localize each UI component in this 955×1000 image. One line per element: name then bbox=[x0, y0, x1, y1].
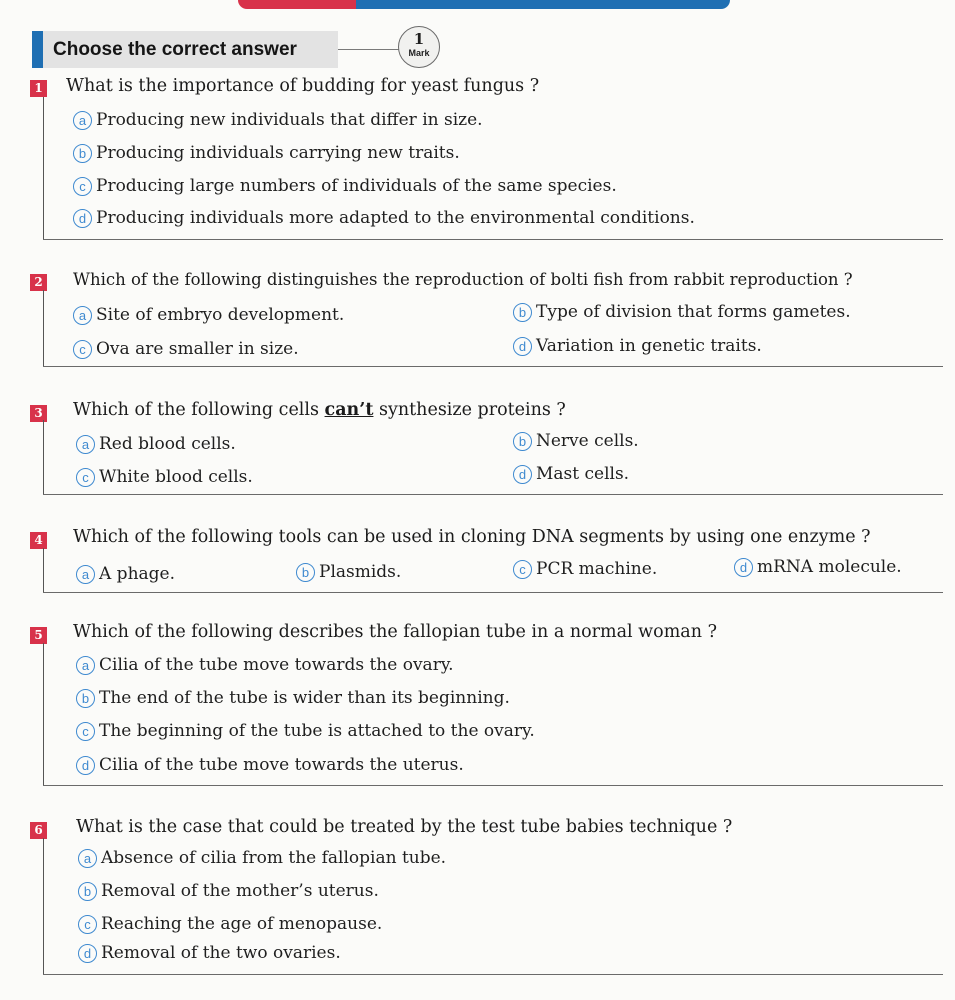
option-text: A phage. bbox=[99, 564, 175, 584]
question-number-badge: 6 bbox=[30, 822, 47, 839]
option-letter-badge: c bbox=[73, 177, 92, 196]
section-title: Choose the correct answer bbox=[53, 38, 297, 60]
option-letter-badge: a bbox=[78, 849, 97, 868]
option-text: Site of embryo development. bbox=[96, 305, 345, 325]
option-letter-badge: a bbox=[76, 565, 95, 584]
heading-accent-bar bbox=[32, 31, 43, 68]
option-text: Cilia of the tube move towards the ovary. bbox=[99, 655, 454, 675]
option-letter-badge: c bbox=[76, 468, 95, 487]
option-letter-badge: b bbox=[78, 882, 97, 901]
question-divider bbox=[43, 974, 943, 975]
option-4b[interactable] bbox=[296, 562, 401, 582]
option-2a[interactable] bbox=[73, 305, 344, 325]
option-text: Cilia of the tube move towards the uterus. bbox=[99, 755, 464, 775]
question-text: Which of the following distinguishes the reproduction of bolti fish from rabbit reproduction ? bbox=[73, 270, 853, 289]
option-text: Reaching the age of menopause. bbox=[101, 914, 383, 934]
option-letter-badge: a bbox=[76, 435, 95, 454]
question-text-start: Which of the following cells bbox=[73, 400, 325, 420]
option-4c[interactable] bbox=[513, 559, 657, 579]
option-letter-badge: a bbox=[73, 111, 92, 130]
question-text: Which of the following tools can be used in cloning DNA segments by using one enzyme ? bbox=[73, 527, 871, 547]
option-letter-badge: c bbox=[513, 560, 532, 579]
option-text: Nerve cells. bbox=[536, 431, 639, 451]
option-text: Producing individuals more adapted to the environmental conditions. bbox=[96, 208, 695, 228]
option-4d[interactable] bbox=[734, 557, 902, 577]
option-2d[interactable] bbox=[513, 336, 762, 356]
option-text: Producing individuals carrying new traits. bbox=[96, 143, 460, 163]
option-letter-badge: d bbox=[513, 465, 532, 484]
mark-number: 1 bbox=[413, 30, 425, 48]
question-emphasis: can’t bbox=[324, 400, 374, 420]
option-2c[interactable] bbox=[73, 339, 299, 359]
option-letter-badge: d bbox=[78, 944, 97, 963]
question-divider bbox=[43, 494, 943, 495]
option-letter-badge: d bbox=[73, 209, 92, 228]
option-letter-badge: d bbox=[513, 337, 532, 356]
question-divider bbox=[43, 239, 943, 240]
option-letter-badge: d bbox=[76, 756, 95, 775]
option-6b[interactable] bbox=[78, 881, 379, 901]
option-5a[interactable] bbox=[76, 655, 454, 675]
option-text: PCR machine. bbox=[536, 559, 658, 579]
option-letter-badge: c bbox=[78, 915, 97, 934]
question-text: Which of the following describes the fallopian tube in a normal woman ? bbox=[73, 622, 717, 642]
option-letter-badge: c bbox=[76, 722, 95, 741]
question-divider bbox=[43, 785, 943, 786]
option-text: Type of division that forms gametes. bbox=[536, 302, 851, 322]
option-6a[interactable] bbox=[78, 848, 446, 868]
option-text: Removal of the mother’s uterus. bbox=[101, 881, 379, 901]
option-6c[interactable] bbox=[78, 914, 382, 934]
option-letter-badge: b bbox=[513, 303, 532, 322]
option-text: Plasmids. bbox=[319, 562, 402, 582]
option-letter-badge: c bbox=[73, 340, 92, 359]
option-1c[interactable] bbox=[73, 176, 617, 196]
top-banner-red bbox=[238, 0, 356, 9]
option-2b[interactable] bbox=[513, 302, 851, 322]
option-letter-badge: d bbox=[734, 558, 753, 577]
option-1b[interactable] bbox=[73, 143, 460, 163]
option-3d[interactable] bbox=[513, 464, 629, 484]
top-banner-blue bbox=[356, 0, 730, 9]
option-letter-badge: b bbox=[296, 563, 315, 582]
option-text: Variation in genetic traits. bbox=[536, 336, 762, 356]
question-text: What is the case that could be treated by the test tube babies technique ? bbox=[76, 817, 733, 837]
option-5c[interactable] bbox=[76, 721, 535, 741]
option-text: Mast cells. bbox=[536, 464, 630, 484]
option-text: Ova are smaller in size. bbox=[96, 339, 299, 359]
option-letter-badge: b bbox=[76, 689, 95, 708]
question-divider-vertical bbox=[43, 548, 44, 592]
option-1a[interactable] bbox=[73, 110, 483, 130]
question-number-badge: 1 bbox=[30, 80, 47, 97]
section-heading bbox=[43, 31, 338, 68]
option-3c[interactable] bbox=[76, 467, 253, 487]
option-text: Producing new individuals that differ in size. bbox=[96, 110, 483, 130]
option-letter-badge: a bbox=[76, 656, 95, 675]
option-text: Red blood cells. bbox=[99, 434, 236, 454]
option-letter-badge: a bbox=[73, 306, 92, 325]
option-text: mRNA molecule. bbox=[757, 557, 902, 577]
option-text: Absence of cilia from the fallopian tube. bbox=[101, 848, 447, 868]
option-letter-badge: b bbox=[513, 432, 532, 451]
mark-badge bbox=[398, 26, 440, 68]
option-1d[interactable] bbox=[73, 208, 695, 228]
question-number-badge: 3 bbox=[30, 405, 47, 422]
question-text bbox=[73, 400, 566, 420]
option-text: Removal of the two ovaries. bbox=[101, 943, 341, 963]
question-number-badge: 2 bbox=[30, 274, 47, 291]
question-number-badge: 5 bbox=[30, 627, 47, 644]
question-divider bbox=[43, 366, 943, 367]
option-letter-badge: b bbox=[73, 144, 92, 163]
option-text: The beginning of the tube is attached to the ovary. bbox=[99, 721, 535, 741]
question-divider bbox=[43, 592, 943, 593]
question-divider-vertical bbox=[43, 643, 44, 785]
option-3a[interactable] bbox=[76, 434, 236, 454]
question-divider-vertical bbox=[43, 420, 44, 494]
option-4a[interactable] bbox=[76, 564, 175, 584]
question-divider-vertical bbox=[43, 97, 44, 239]
option-6d[interactable] bbox=[78, 943, 341, 963]
option-5d[interactable] bbox=[76, 755, 464, 775]
heading-connector-line bbox=[338, 49, 400, 50]
question-number-badge: 4 bbox=[30, 532, 47, 549]
option-text: The end of the tube is wider than its beginning. bbox=[99, 688, 510, 708]
mark-label: Mark bbox=[408, 48, 430, 58]
question-text: What is the importance of budding for yeast fungus ? bbox=[66, 76, 540, 96]
question-text-end: synthesize proteins ? bbox=[373, 400, 566, 420]
option-3b[interactable] bbox=[513, 431, 639, 451]
option-5b[interactable] bbox=[76, 688, 510, 708]
question-divider-vertical bbox=[43, 838, 44, 974]
question-divider-vertical bbox=[43, 290, 44, 366]
option-text: Producing large numbers of individuals of the same species. bbox=[96, 176, 617, 196]
option-text: White blood cells. bbox=[99, 467, 253, 487]
